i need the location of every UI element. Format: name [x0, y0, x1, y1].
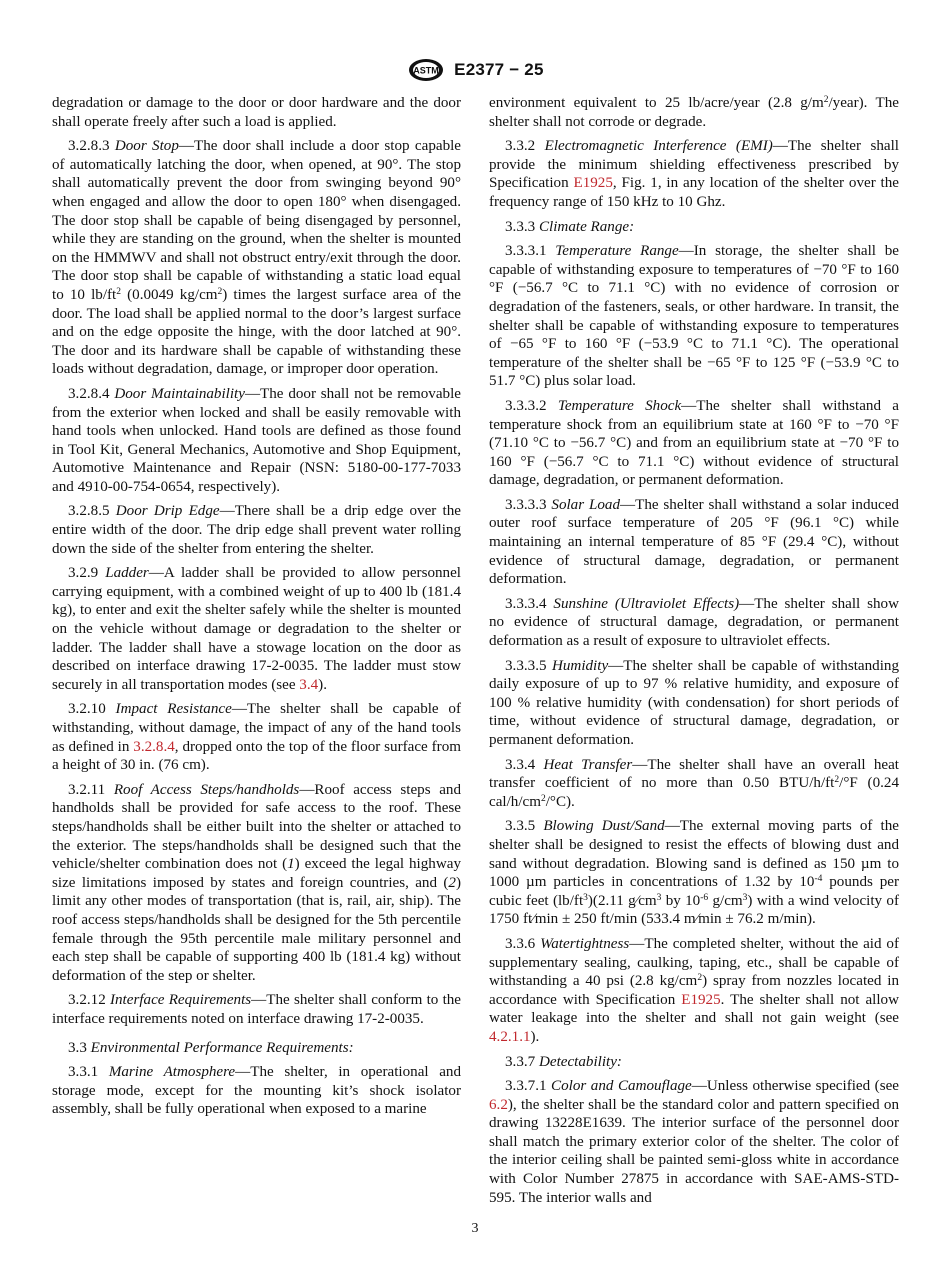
section-3-3-1: 3.3.1 Marine Atmosphere—The shelter, in operational and storage mode, except for the mounting kit’s shock isolator assembly, shall be fully operational when exposed to a marine [52, 1064, 461, 1118]
section-3-3-3-3: 3.3.3.3 Solar Load—The shelter shall withstand a solar induced outer roof surface temperature of 205 °F (96.1 °C) while maintaining an internal temperature of 85 °F (29.4 °C), without evidence of structural damage, degradation, or permanent deformation. [489, 496, 899, 588]
document-designation: E2377 − 25 [454, 59, 544, 79]
astm-logo-icon [406, 58, 446, 82]
section-3-3-5: 3.3.5 Blowing Dust/Sand—The external moving parts of the shelter shall be designed to resist the effects of blowing dust and sand without degradation. Blowing sand is defined as 150 µm to 1000 µm particles in concentrations of 1.32 by $10^{-4}$ pounds per cubic feet $(lb/ft^3)(2.11$ $g⁄cm^3$ by $10^{-6}$ $g/cm^3$) with a wind velocity of 1750 ft⁄min ± 250 ft/min (533.4 m⁄min ± 76.2 m/min). [489, 818, 900, 928]
link-section-6-2[interactable]: 6.2 [489, 1096, 508, 1113]
right-column [489, 94, 899, 1208]
section-3-3-3-1: 3.3.3.1 Temperature Range—In storage, the shelter shall be capable of withstanding exposure to temperatures of −70 °F to 160 °F (−56.7 °C to 71.1 °C) with no evidence of corrosion or degradation of the fasteners, seals, or other hardware. In transit, the shelter shall be capable of withstanding exposure to temperatures of −65 °F to 160 °F (−53.9 °C to 71.1 °C). The operational temperature of the shelter shall be −65 °F to 125 °F (−53.9 °C to 51.7 °C) plus solar load. [489, 243, 899, 390]
section-3-2-12: 3.2.12 Interface Requirements—The shelter shall conform to the interface requirements noted on interface drawing 17-2-0035. [52, 992, 462, 1027]
section-3-2-9: 3.2.9 Ladder—A ladder shall be provided to allow personnel carrying equipment, with a combined weight of up to 400 lb (181.4 kg), to enter and exit the shelter safely while the shelter is mounted on the vehicle without damage or degradation to the shelter or ladder. The ladder shall have a stowage location on the door as described on interface drawing 17-2-0035. The ladder must stow securely in all transportation modes (see 3.4). [52, 565, 461, 693]
paragraph-continuation-right: environment equivalent to 25 lb/acre/year (2.8 $g/m^2/year$). The shelter shall not corrode or degrade. [489, 95, 899, 130]
link-section-3-2-8-4[interactable]: 3.2.8.4 [133, 738, 175, 755]
section-3-2-8-3: 3.2.8.3 Door Stop—The door shall include a door stop capable of automatically latching the door, when opened, at 90°. The stop shall automatically prevent the door from swinging beyond 90° when engaged and allow the door to open 180° when disengaged. The door stop shall be capable of being disengaged by personnel, while they are standing on the ground, when the shelter is mounted on the HMMWV and shall not obstruct entry/exit through the door. The door stop shall be capable of withstanding a static load equal to 10 $lb/ft^2$ (0.0049 $kg/cm^2$) times the largest surface area of the door. The load shall be applied normal to the door’s largest surface and on the edge opposite the hinge, with the door latched at 90°. The door and its hardware shall be capable of withstanding these loads without degradation, damage, or improper door operation. [52, 138, 462, 378]
section-3-3-3-4: 3.3.3.4 Sunshine (Ultraviolet Effects)—The shelter shall show no evidence of structural damage, degradation, or permanent deformation as a result of exposure to ultraviolet effects. [489, 595, 899, 650]
section-3-3-4: 3.3.4 Heat Transfer—The shelter shall have an overall heat transfer coefficient of no more than 0.50 BTU/$h/ft^2/^\circ F$ (0.24 cal/$h/cm^2/^\circ C$). [489, 756, 899, 810]
link-e1925[interactable]: E1925 [573, 175, 613, 192]
section-3-3-2: 3.3.2 Electromagnetic Interference (EMI)—The shelter shall provide the minimum shielding effectiveness prescribed by Specification E1925, Fig. 1, in any location of the shelter over the frequency range of 150 kHz to 10 Ghz. [489, 138, 899, 210]
link-e1925[interactable]: E1925 [681, 991, 721, 1008]
section-3-3-3-2: 3.3.3.2 Temperature Shock—The shelter shall withstand a temperature shock from an equilibrium state at 160 °F to −70 °F (71.10 °C to −56.7 °C) and from an equilibrium state at −70 °F to 160 °F (−56.7 °C to 71.1 °C) without evidence of structural damage, degradation, or permanent deformation. [489, 397, 900, 489]
logo-lettering: ASTM [413, 65, 440, 76]
section-3-2-8-4: 3.2.8.4 Door Maintainability—The door shall not be removable from the exterior when locked and shall be easily removable with hand tools when unlocked. Hand tools are defined as those found in Tool Kit, General Mechanics, Automotive and Shop Equipment, Automotive Maintenance and Repair (NSN: 5180-00-177-7033 and 4910-00-754-0654, respectively). [52, 385, 461, 495]
link-section-3-4[interactable]: 3.4 [299, 676, 319, 693]
link-section-4-2-1-1[interactable]: 4.2.1.1 [489, 1028, 531, 1045]
section-3-3-7-heading: 3.3.7 Detectability: [505, 1053, 622, 1070]
page-header [0, 58, 950, 82]
section-3-3-3-heading: 3.3.3 Climate Range: [505, 218, 635, 235]
page-number: 3 [471, 1221, 479, 1236]
paragraph-continuation: degradation or damage to the door or door hardware and the door shall operate freely after such a load is applied. [52, 95, 461, 130]
section-3-3-heading: 3.3 Environmental Performance Requirements: [68, 1039, 354, 1056]
section-3-3-3-5: 3.3.3.5 Humidity—The shelter shall be capable of withstanding daily exposure of up to 97 % relative humidity, and exposure of 100 % relative humidity (with condensation) for short periods of time, without evidence of structural damage, degradation, or permanent deformation. [489, 657, 900, 748]
left-column [52, 94, 461, 1120]
section-3-2-8-5: 3.2.8.5 Door Drip Edge—There shall be a drip edge over the entire width of the door. The drip edge shall prevent water rolling down the side of the shelter from entering the shelter. [52, 503, 461, 557]
section-3-3-6: 3.3.6 Watertightness—The completed shelter, without the aid of supplementary sealing, caulking, taping, etc., shall be capable of withstanding a 40 psi (2.8 $kg/cm^2$) spray from nozzles located in accordance with Specification E1925. The shelter shall not allow water leakage into the shelter and shall not gain weight (see 4.2.1.1). [489, 935, 899, 1045]
section-3-2-11: 3.2.11 Roof Access Steps/handholds—Roof access steps and handholds shall be provided for safe access to the roof. These steps/handholds shall be either built into the shelter or attached to the exterior. The steps/handholds shall be designed such that the vehicle/shelter combination does not (1) exceed the legal highway size limitations imposed by states and foreign countries, and (2) limit any other modes of transportation (that is, rail, air, ship). The roof access steps/handholds shall be designed for the 5th percentile female through the 95th percentile male military personnel and each step shall be capable of supporting 400 lb (181.4 kg) without deformation of the step or shelter. [52, 781, 461, 984]
section-3-2-10: 3.2.10 Impact Resistance—The shelter shall be capable of withstanding, without damage, the impact of any of the hand tools as defined in 3.2.8.4, dropped onto the top of the floor surface from a height of 30 in. (76 cm). [52, 701, 462, 774]
section-3-3-7-1: 3.3.7.1 Color and Camouflage—Unless otherwise specified (see 6.2), the shelter shall be the standard color and pattern specified on drawing 13228E1639. The interior surface of the personnel door shall match the primary exterior color of the shelter. The color of the interior ceiling shall be painted semi-gloss white in accordance with Color Number 27875 in accordance with SAE-AMS-STD-595. The interior walls and [489, 1078, 899, 1206]
